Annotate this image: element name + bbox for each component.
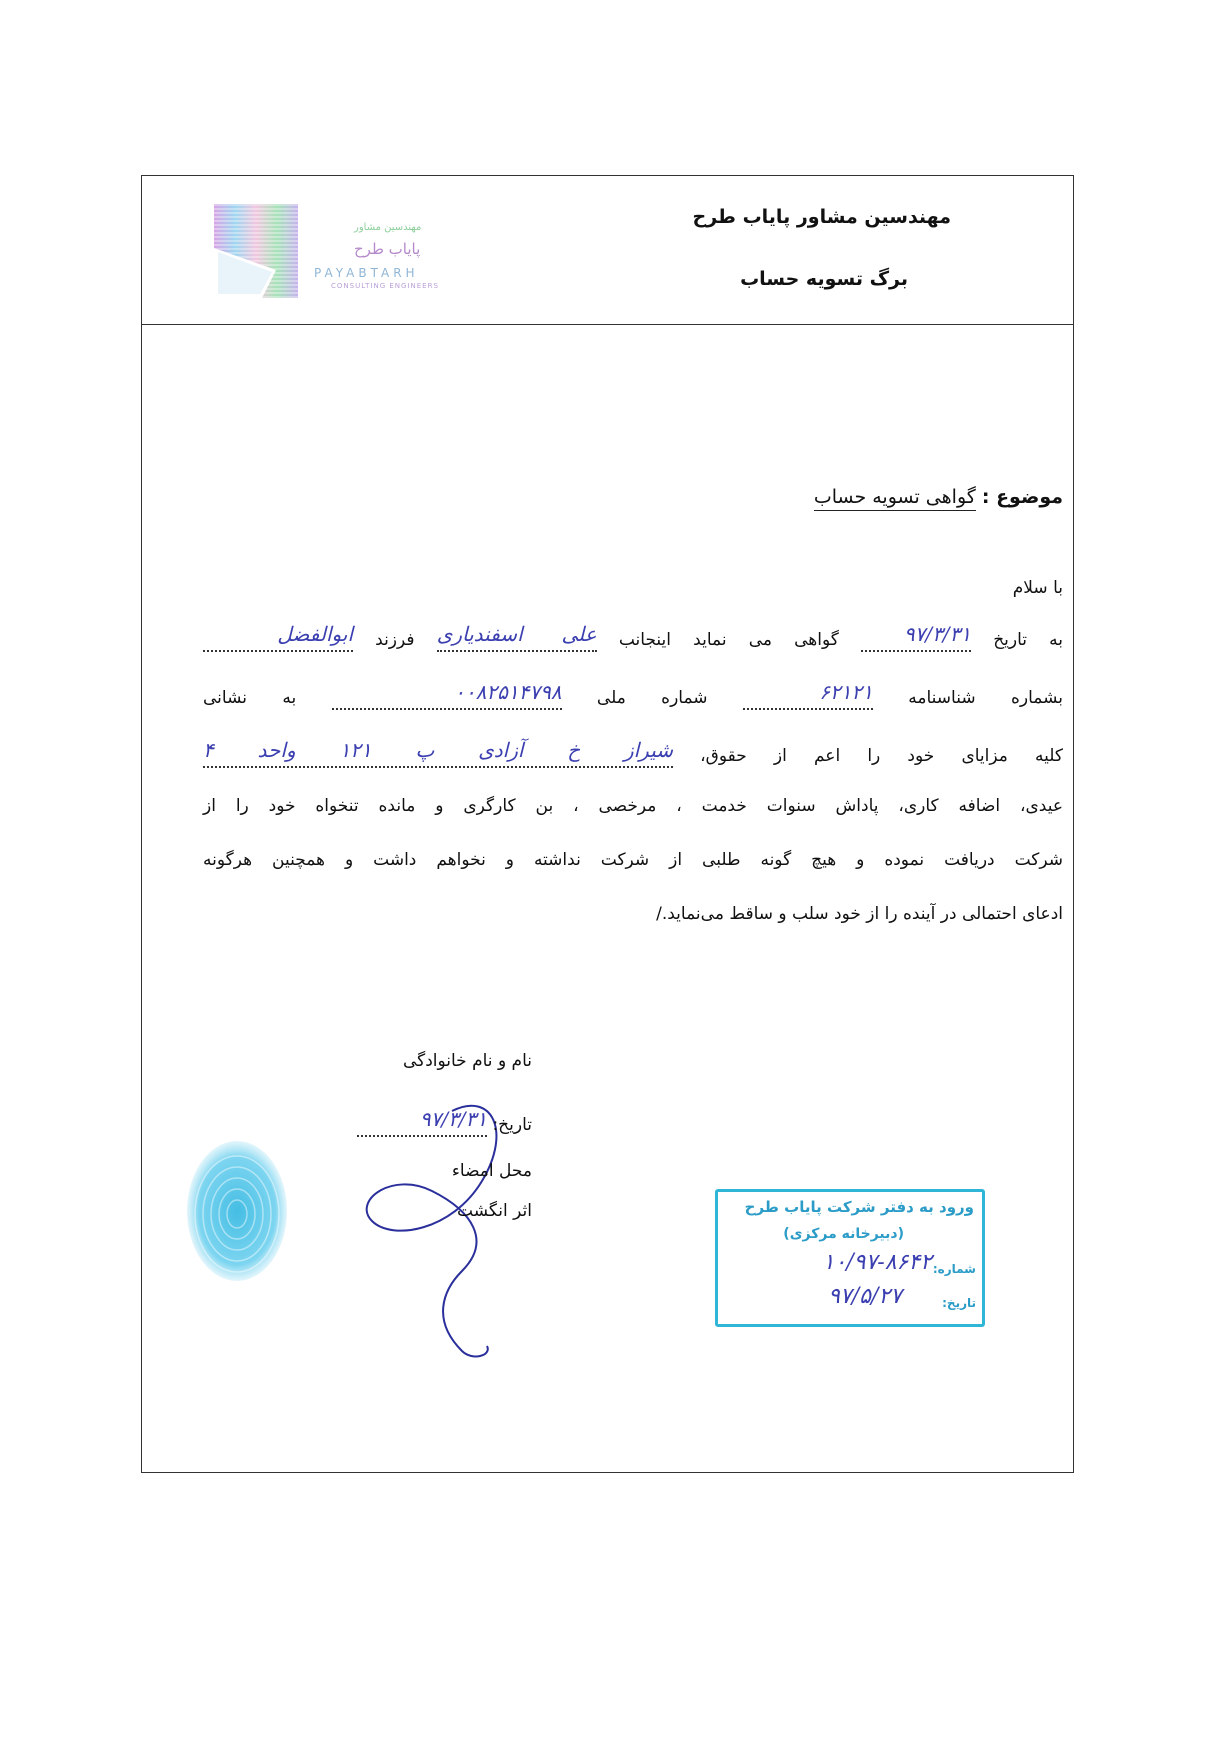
logo-text-fa-small: مهندسین مشاور <box>354 222 422 233</box>
text-certifies: گواهی می نماید اینجانب <box>618 630 839 650</box>
text-national-id: شماره ملی <box>596 688 708 708</box>
registry-stamp <box>715 1189 985 1327</box>
date-label: تاریخ: <box>492 1115 532 1135</box>
body-line-4: عیدی، اضافه کاری، پاداش سنوات خدمت ، مرخصی ، بن کارگری و مانده تنخواه خود را از <box>203 796 1063 816</box>
father-name-field <box>203 622 353 652</box>
address-handwritten: شیراز خ آزادی پ ۱۲۱ واحد ۴ <box>203 738 673 762</box>
text-child-of: فرزند <box>375 630 415 650</box>
subject-label: موضوع : <box>981 486 1063 508</box>
signature-block <box>182 1051 582 1411</box>
text-on-date: به تاریخ <box>993 630 1064 650</box>
body-line-6: ادعای احتمالی در آینده را از خود سلب و ساقط می‌نماید./ <box>656 904 1063 924</box>
text-id-number: بشماره شناسنامه <box>908 688 1063 708</box>
payabtarh-logo-icon <box>214 204 298 298</box>
subject-line <box>814 486 1063 508</box>
stamp-title: ورود به دفتر شرکت پایاب طرح <box>744 1198 974 1216</box>
company-logo <box>214 204 494 304</box>
name-handwritten: علی اسفندیاری <box>436 622 597 646</box>
id-number-handwritten: ۶۲۱۲۱ <box>819 680 873 704</box>
signature-date-field <box>357 1107 488 1137</box>
form-title: برگ تسویه حساب <box>740 268 908 290</box>
stamp-number-label: شماره: <box>932 1262 976 1276</box>
id-number-field <box>743 680 873 710</box>
logo-text-fa: پایاب طرح <box>354 240 421 258</box>
header <box>142 176 1073 325</box>
logo-text-en-sub: CONSULTING ENGINEERS <box>331 282 439 290</box>
full-name-label: نام و نام خانوادگی <box>402 1051 532 1071</box>
signature-place-label: محل امضاء <box>451 1161 532 1181</box>
body-line-1 <box>203 622 1064 652</box>
national-id-field <box>332 680 562 710</box>
signature-date-handwritten: ۹۷/۳/۳۱ <box>419 1107 488 1131</box>
company-name: مهندسین مشاور پایاب طرح <box>692 206 951 228</box>
stamp-subtitle: (دبیرخانه مرکزی) <box>783 1226 904 1242</box>
date-handwritten: ۹۷/۳/۳۱ <box>903 622 972 646</box>
date-field <box>861 622 972 652</box>
stamp-date-label: تاریخ: <box>942 1296 976 1310</box>
national-id-handwritten: ۰۰۸۲۵۱۴۷۹۸ <box>454 680 562 704</box>
logo-text-en: PAYABTARH <box>314 266 419 280</box>
fingerprint-label: اثر انگشت <box>457 1201 532 1221</box>
stamp-number-value: ۱۰/۹۷-۸۶۴۲ <box>822 1250 932 1275</box>
signature-date <box>357 1107 532 1137</box>
father-name-handwritten: ابوالفضل <box>277 622 353 646</box>
body-line-3 <box>203 738 1064 768</box>
body-line-2 <box>203 680 1063 710</box>
text-address: به نشانی <box>203 688 297 708</box>
name-field <box>436 622 597 652</box>
body-line-5: شرکت دریافت نموده و هیچ گونه طلبی از شرکت نداشته و نخواهم داشت و همچنین هرگونه <box>203 850 1063 870</box>
text-all-benefits: کلیه مزایای خود را اعم از حقوق، <box>700 746 1064 766</box>
address-field <box>203 738 673 768</box>
salutation: با سلام <box>1012 578 1063 598</box>
stamp-date-value: ۹۷/۵/۲۷ <box>828 1284 902 1309</box>
subject-text: گواهی تسویه حساب <box>814 486 976 511</box>
form-container <box>141 175 1074 1473</box>
